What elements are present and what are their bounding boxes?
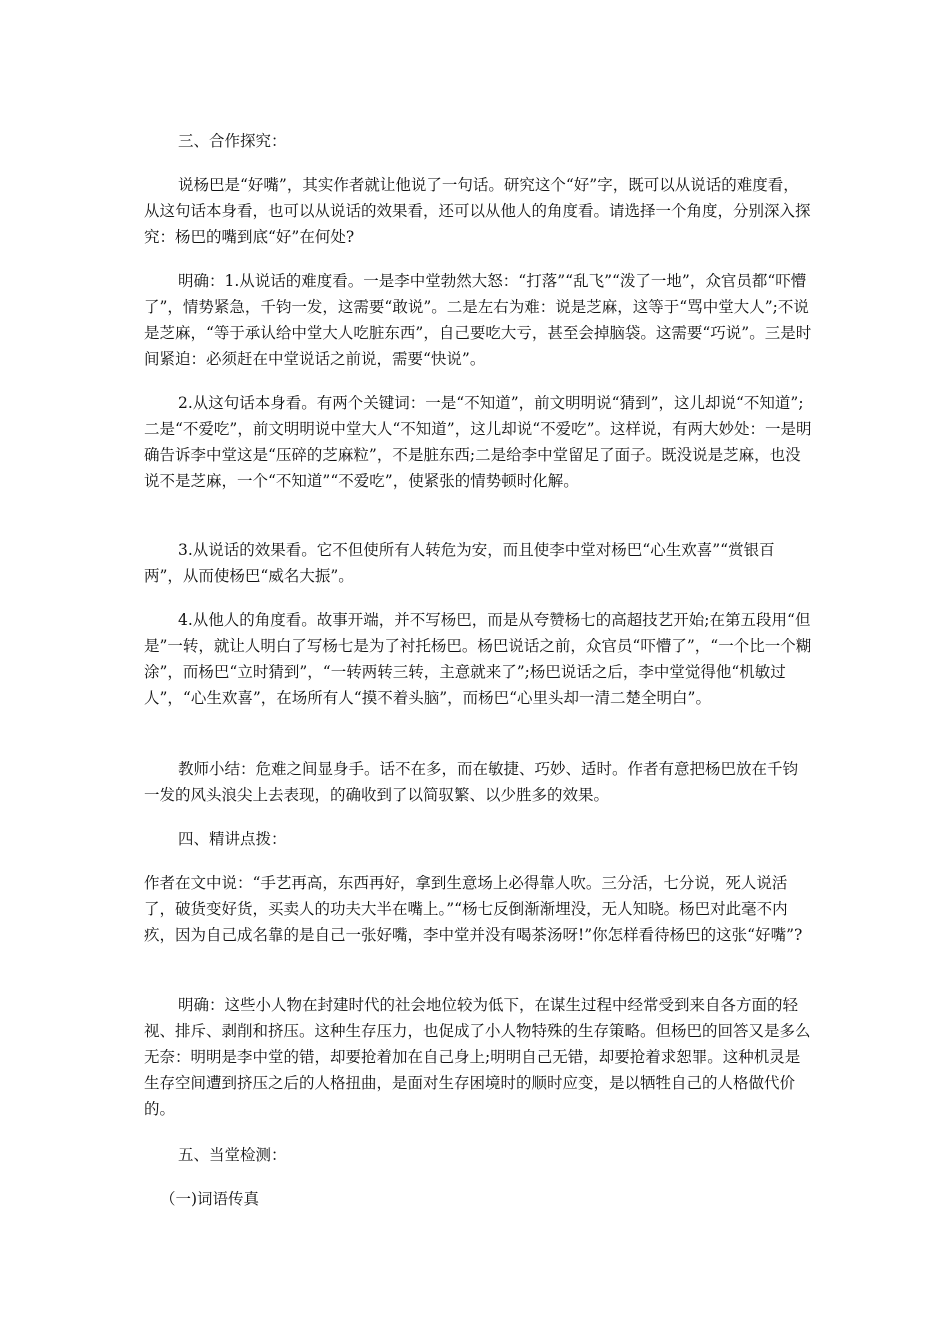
answer-paragraph-2: 2.从这句话本身看。有两个关键词：一是“不知道”，前文明明说“猜到”，这儿却说“不知道”;二是“不爱吃”，前文明明说中堂大人“不知道”，这儿却说“不爱吃”。这样说，有两大妙处：一是明确告诉李中堂这是“压碎的芝麻粒”，不是脏东西;二是给李中堂留足了面子。既没说是芝麻，也没说不是芝麻，一个“不知道”“不爱吃”，使紧张的情势顿时化解。 bbox=[144, 394, 812, 490]
answer-paragraph-4: 4.从他人的角度看。故事开端，并不写杨巴，而是从夸赞杨七的高超技艺开始;在第五段用“但是”一转，就让人明白了写杨七是为了衬托杨巴。杨巴说话之前，众官员“吓懵了”，“一个比一个糊涂”，而杨巴“立时猜到”，“一转两转三转，主意就来了”;杨巴说话之后，李中堂觉得他“机敏过人”，“心生欢喜”，在场所有人“摸不着头脑”，而杨巴“心里头却一清二楚全明白”。 bbox=[144, 611, 812, 707]
answer-paragraph-3: 3.从说话的效果看。它不但使所有人转危为安，而且使李中堂对杨巴“心生欢喜”“赏银百两”，从而使杨巴“威名大振”。 bbox=[144, 541, 775, 585]
section-4-question: 作者在文中说：“手艺再高，东西再好，拿到生意场上必得靠人吹。三分活，七分说，死人说活了，破货变好货，买卖人的功夫大半在嘴上。”“杨七反倒渐渐埋没，无人知晓。杨巴对此毫不内疚，因为自己成名靠的是自己一张好嘴，李中堂并没有喝茶汤呀!”你怎样看待杨巴的这张“好嘴”? bbox=[144, 874, 803, 944]
section-3-question: 说杨巴是“好嘴”，其实作者就让他说了一句话。研究这个“好”字，既可以从说话的难度看，从这句话本身看，也可以从说话的效果看，还可以从他人的角度看。请选择一个角度，分别深入探究：杨巴的嘴到底“好”在何处? bbox=[144, 176, 811, 246]
section-4-answer: 明确：这些小人物在封建时代的社会地位较为低下，在谋生过程中经常受到来自各方面的轻视、排斥、剥削和挤压。这种生存压力，也促成了小人物特殊的生存策略。但杨巴的回答又是多么无奈：明明是李中堂的错，却要抢着加在自己身上;明明自己无错，却要抢着求恕罪。这种机灵是生存空间遭到挤压之后的人格扭曲，是面对生存困境时的顺时应变，是以牺牲自己的人格做代价的。 bbox=[144, 996, 811, 1118]
section-heading-3: 三、合作探究： bbox=[178, 132, 287, 150]
answer-paragraph-1: 明确：1.从说话的难度看。一是李中堂勃然大怒：“打落”“乱飞”“泼了一地”，众官员都“吓懵了”，情势紧急，千钧一发，这需要“敢说”。二是左右为难：说是芝麻，这等于“骂中堂大人”;不说是芝麻，“等于承认给中堂大人吃脏东西”，自己要吃大亏，甚至会掉脑袋。这需要“巧说”。三是时间紧迫：必须赶在中堂说话之前说，需要“快说”。 bbox=[144, 272, 812, 368]
subsection-heading-vocabulary: （一)词语传真 bbox=[160, 1190, 260, 1208]
teacher-summary: 教师小结：危难之间显身手。话不在多，而在敏捷、巧妙、适时。作者有意把杨巴放在千钧一发的风头浪尖上去表现，的确收到了以简驭繁、以少胜多的效果。 bbox=[144, 760, 799, 804]
section-heading-4: 四、精讲点拨： bbox=[178, 830, 287, 848]
section-heading-5: 五、当堂检测： bbox=[178, 1146, 287, 1164]
